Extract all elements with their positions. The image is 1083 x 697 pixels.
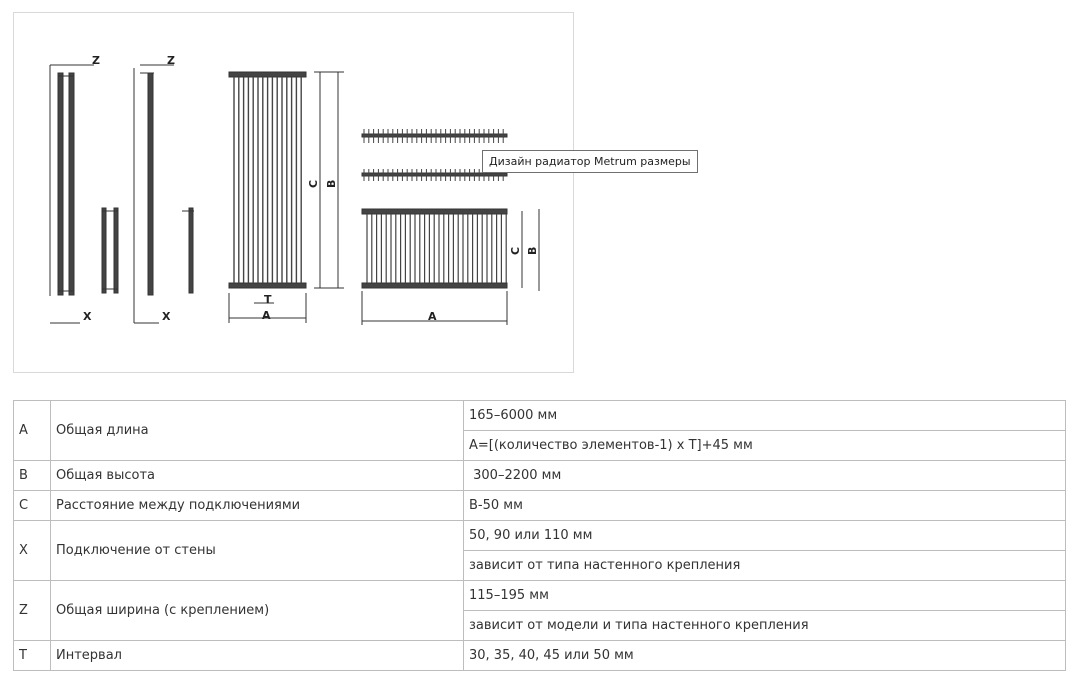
dimensions-table (13, 400, 1066, 671)
dimension-value: 165–6000 мм (464, 401, 1066, 431)
table-row (14, 581, 1066, 611)
top-view-1 (362, 134, 507, 137)
wide-view-top-collector (362, 209, 507, 214)
table-row (14, 521, 1066, 551)
dim-label-t-front: T (264, 293, 272, 306)
table-row (14, 491, 1066, 521)
dim-label-a-front: A (262, 309, 271, 322)
dim-label-x-left: X (83, 310, 92, 323)
table-row (14, 461, 1066, 491)
dimension-code: X (14, 521, 51, 581)
dimension-name: Общая длина (51, 401, 464, 461)
dimension-code: Z (14, 581, 51, 641)
dimension-code: T (14, 641, 51, 671)
dim-label-x-mid: X (162, 310, 171, 323)
dimension-value: 300–2200 мм (464, 461, 1066, 491)
dim-label-b-front: B (325, 179, 338, 188)
dim-label-z-mid: Z (167, 54, 175, 67)
image-tooltip: Дизайн радиатор Metrum размеры (482, 150, 698, 173)
side-profile-tall-2 (148, 73, 153, 295)
dimension-name: Общая ширина (с креплением) (51, 581, 464, 641)
top-view-2 (362, 173, 507, 176)
wide-view-tubes (367, 214, 506, 283)
dimension-code: A (14, 401, 51, 461)
side-profile-short-2 (189, 208, 193, 293)
dimension-name: Интервал (51, 641, 464, 671)
dimension-value: зависит от типа настенного крепления (464, 551, 1066, 581)
dim-label-c-top: C (509, 246, 522, 255)
table-row (14, 401, 1066, 431)
side-profile-short (102, 208, 106, 293)
radiator-diagram (14, 13, 575, 374)
dimension-value: 115–195 мм (464, 581, 1066, 611)
dimension-value: B-50 мм (464, 491, 1066, 521)
dimension-name: Расстояние между подключениями (51, 491, 464, 521)
dim-label-c-front: C (307, 179, 320, 188)
dimension-name: Общая высота (51, 461, 464, 491)
dimension-name: Подключение от стены (51, 521, 464, 581)
front-view-top-collector (229, 72, 306, 77)
dimension-code: B (14, 461, 51, 491)
dim-label-b-top: B (526, 246, 539, 255)
dimension-value: A=[(количество элементов-1) x T]+45 мм (464, 431, 1066, 461)
dim-label-z-left: Z (92, 54, 100, 67)
dimension-value: зависит от модели и типа настенного крепления (464, 611, 1066, 641)
side-profile-tall (58, 73, 63, 295)
dimension-value: 50, 90 или 110 мм (464, 521, 1066, 551)
dimension-code: C (14, 491, 51, 521)
dim-label-a-top: A (428, 310, 437, 323)
table-row (14, 641, 1066, 671)
dimension-value: 30, 35, 40, 45 или 50 мм (464, 641, 1066, 671)
front-view-tubes (234, 77, 301, 283)
dimension-drawing (13, 12, 691, 373)
